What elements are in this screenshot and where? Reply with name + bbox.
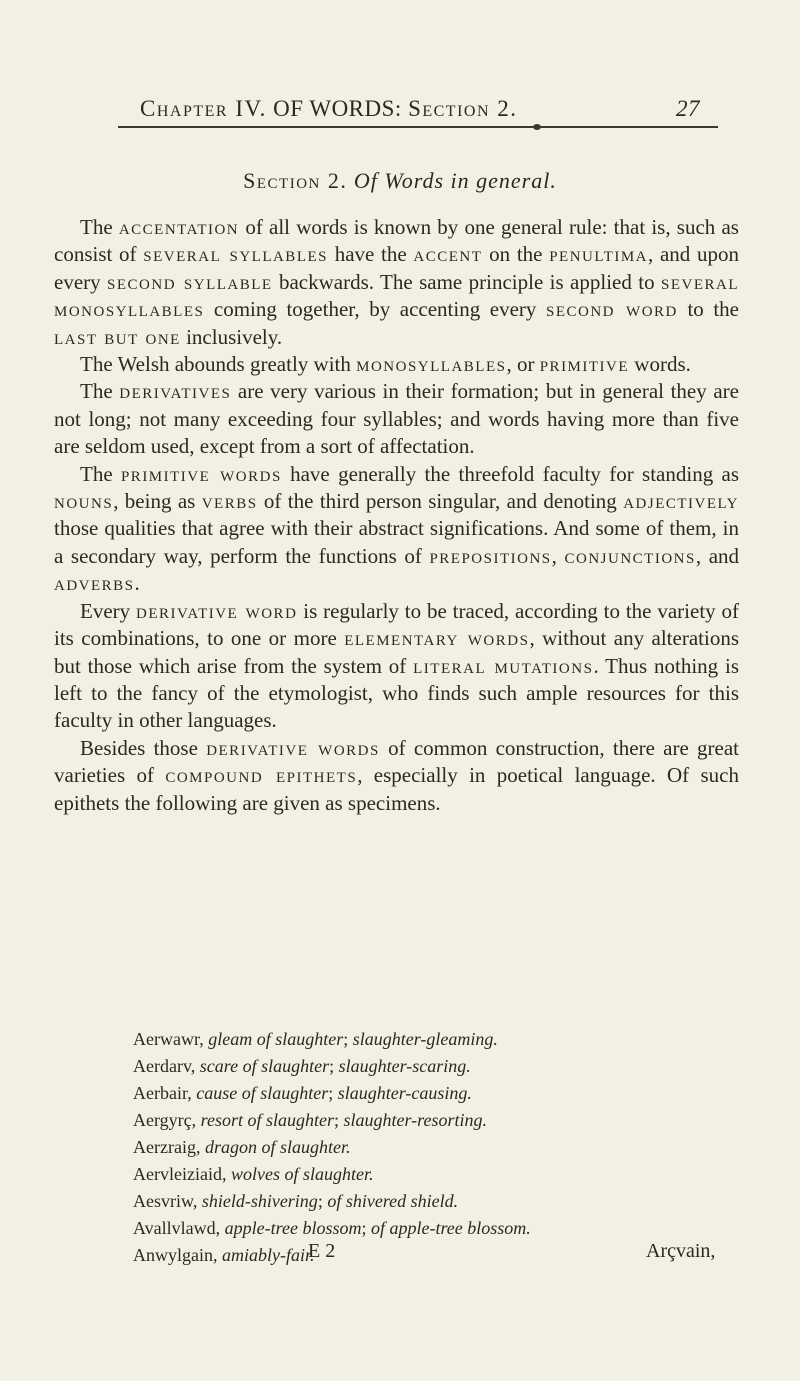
term: compound epithets [165, 763, 358, 788]
running-head [140, 96, 700, 122]
paragraph-compound-epithets [54, 735, 739, 817]
text-run: , [551, 543, 565, 568]
paragraph-accentation [54, 214, 739, 351]
term: second syllable [107, 269, 273, 294]
text-run: words. [629, 352, 691, 377]
term: prepositions [429, 543, 552, 568]
term: nouns [54, 489, 114, 514]
running-head-chapter: Chapter IV. [140, 96, 267, 121]
text-run: . Thus nothing is left to the fancy of the etymologist, who finds such ample resources for this faculty in other languages. [54, 653, 739, 733]
specimen-entry [133, 1215, 723, 1242]
text-run: to the [677, 297, 739, 322]
text-run: , and upon every [54, 242, 740, 294]
text-run: , or [506, 352, 540, 377]
specimen-word: Aerzraig, [133, 1137, 201, 1157]
specimen-word: Aerdarv, [133, 1056, 196, 1076]
paragraph-monosyllables [54, 351, 739, 378]
specimen-gloss: resort of slaughter [200, 1110, 334, 1130]
text-run: on the [482, 242, 550, 267]
term: derivative words [206, 735, 380, 760]
text-run: , and [695, 543, 740, 568]
text-run: The Welsh abounds greatly with [80, 352, 357, 377]
text-run: have the [327, 242, 414, 267]
text-run: are very various in their formation; but in general they are not long; not many exceeding four syllables; and words having more than five are seldom used, except from a sort of affectation. [54, 379, 739, 459]
specimen-entry [133, 1134, 723, 1161]
text-run: inclusively. [180, 324, 283, 349]
term: several syllables [143, 242, 328, 267]
term: accentation [118, 215, 240, 239]
specimen-gloss: amiably-fair. [222, 1245, 315, 1265]
term: derivatives [119, 379, 232, 404]
specimen-gloss: dragon of slaughter. [204, 1137, 351, 1157]
text-run: of the third person singular, and denoting [257, 489, 624, 514]
text-run: Besides those [80, 735, 207, 760]
paragraph-derivative-word [54, 598, 739, 735]
specimen-separator: ; [333, 1110, 339, 1130]
text-run: of all words is known by one general rule: that is, such as consist of [54, 215, 739, 267]
specimen-word: Aervleiziaid, [133, 1164, 227, 1184]
term: primitive words [120, 461, 282, 486]
specimen-word: Avallvlawd, [133, 1218, 221, 1238]
term: adverbs [54, 571, 135, 596]
section-title [0, 168, 800, 194]
text-run: coming together, by accenting every [204, 297, 546, 322]
term: verbs [201, 489, 258, 514]
text-run: The [80, 461, 121, 486]
specimen-gloss: scare of slaughter [199, 1056, 330, 1076]
catchword: Arçvain, [646, 1240, 716, 1262]
specimen-gloss-2: slaughter-causing. [337, 1083, 472, 1103]
page-number: 27 [676, 96, 700, 121]
term: literal mutations [413, 653, 594, 678]
term: accent [413, 242, 483, 267]
specimen-gloss-2: of apple-tree blossom. [370, 1218, 531, 1238]
text-run: , without any alterations but those which arise from the system of [54, 626, 739, 678]
specimen-gloss: cause of slaughter [196, 1083, 329, 1103]
specimen-entry [133, 1242, 723, 1269]
specimen-gloss: gleam of slaughter [208, 1029, 344, 1049]
term: elementary words [344, 626, 530, 651]
term: conjunctions [564, 543, 696, 568]
paragraph-derivatives [54, 378, 739, 460]
specimen-gloss-2: slaughter-resorting. [343, 1110, 487, 1130]
text-run: backwards. The same principle is applied to [272, 269, 661, 294]
text-run: those qualities that agree with their abstract significations. And some of them, in a secondary way, perform the functions of [54, 516, 739, 568]
specimen-word: Aerbair, [133, 1083, 192, 1103]
term: primitive [539, 352, 630, 377]
specimen-gloss-2: of shivered shield. [327, 1191, 459, 1211]
specimen-entry [133, 1161, 723, 1188]
header-rule [118, 126, 718, 128]
specimen-separator: ; [361, 1218, 367, 1238]
term: penultima [549, 242, 649, 267]
specimen-entry [133, 1188, 723, 1215]
text-run: . [134, 571, 140, 596]
term: last but one [54, 324, 181, 349]
specimen-gloss-2: slaughter-gleaming. [352, 1029, 498, 1049]
specimen-gloss: shield-shivering [201, 1191, 318, 1211]
specimen-entry [133, 1080, 723, 1107]
section-title-text: Of Words in general. [353, 168, 557, 193]
term: second word [545, 297, 678, 322]
term: several monosyllables [54, 269, 739, 322]
specimen-gloss: wolves of slaughter. [230, 1164, 374, 1184]
section-title-label: Section 2. [243, 168, 348, 193]
text-run: , especially in poetical language. Of such epithets the following are given as specimens. [54, 763, 739, 815]
specimen-entry [133, 1026, 723, 1053]
signature-mark: E 2 [308, 1240, 336, 1262]
text-run: Every [80, 598, 136, 623]
running-head-section: Section 2. [408, 96, 518, 121]
text-run: , being as [113, 489, 202, 514]
specimen-word: Aesvriw, [133, 1191, 198, 1211]
specimen-separator: ; [328, 1083, 334, 1103]
term: derivative word [136, 598, 298, 623]
running-head-title: OF WORDS: [273, 96, 402, 121]
specimen-gloss: apple-tree blossom [224, 1218, 362, 1238]
specimen-word: Aergyrç, [133, 1110, 197, 1130]
specimen-list [133, 1026, 723, 1269]
text-run: have generally the threefold faculty for standing as [281, 461, 739, 486]
specimen-separator: ; [329, 1056, 335, 1076]
paragraph-primitive-words [54, 461, 739, 598]
specimen-gloss-2: slaughter-scaring. [338, 1056, 471, 1076]
text-run: is regularly to be traced, according to the variety of its combinations, to one or more [54, 598, 739, 651]
specimen-separator: ; [343, 1029, 349, 1049]
body-text [54, 214, 739, 817]
specimen-word: Aerwawr, [133, 1029, 204, 1049]
text-run: The [80, 215, 119, 239]
specimen-entry [133, 1053, 723, 1080]
specimen-separator: ; [317, 1191, 323, 1211]
text-run: of common construction, there are great varieties of [54, 735, 740, 788]
term: monosyllables [356, 352, 507, 377]
specimen-entry [133, 1107, 723, 1134]
term: adjectively [623, 489, 740, 514]
text-run: The [80, 379, 120, 404]
specimen-word: Anwylgain, [133, 1245, 218, 1265]
